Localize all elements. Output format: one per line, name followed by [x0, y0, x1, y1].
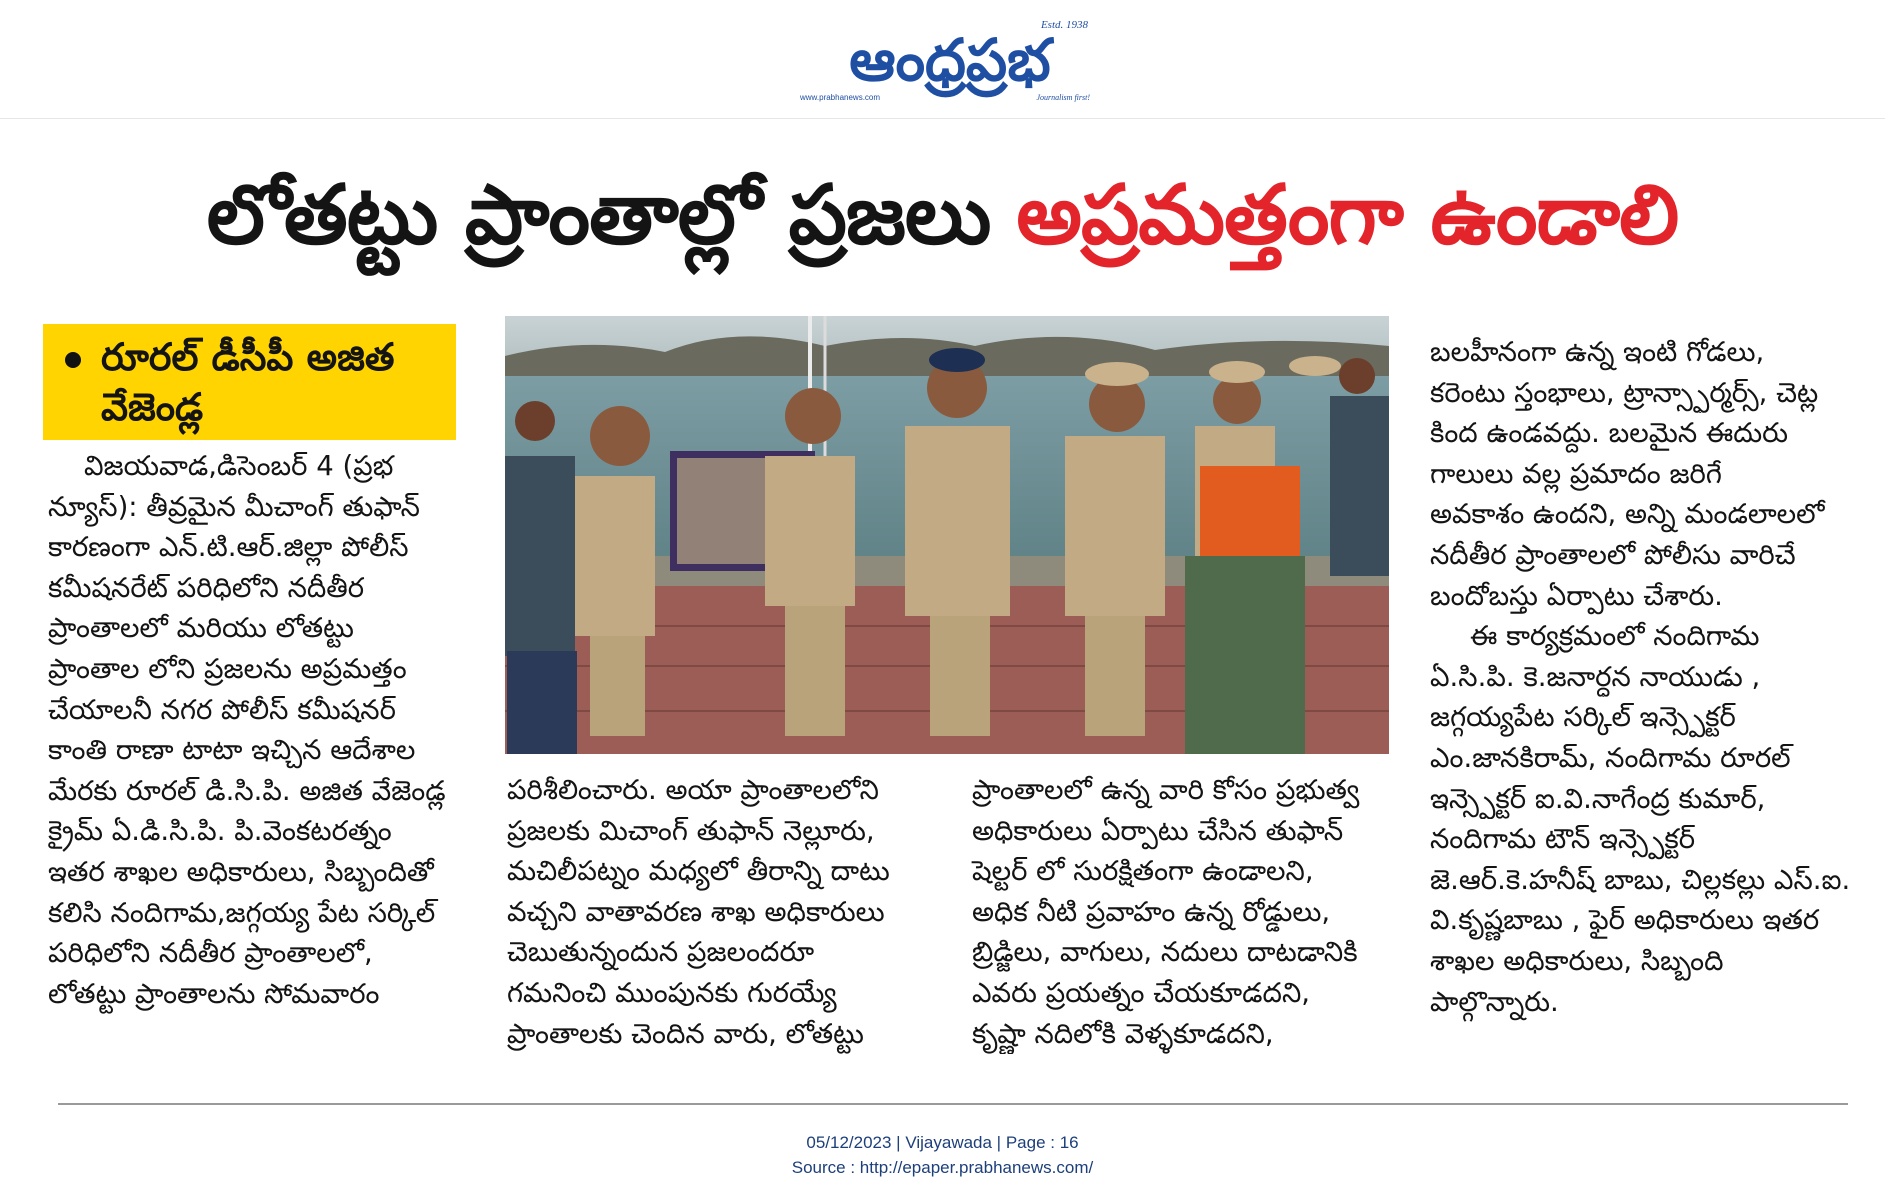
text-line: శాఖల అధికారులు, సిబ్బంది [1430, 944, 1724, 977]
text-line: చెబుతున్నందున ప్రజలందరూ [507, 936, 815, 969]
footer [0, 1130, 1885, 1180]
text-line: షెల్టర్ లో సురక్షితంగా ఉండాలని, [972, 855, 1314, 888]
highlight-box [43, 324, 456, 440]
text-line: అధిక నీటి ప్రవాహం ఉన్న రోడ్డులు, [972, 895, 1331, 928]
text-line: నదీతీర ప్రాంతాలలో పోలీసు వారిచే [1430, 538, 1796, 571]
article-column-3 [970, 770, 1410, 1054]
text-line: వచ్చని వాతావరణ శాఖ అధికారులు [507, 895, 885, 928]
article-column-1 [48, 446, 468, 1014]
text-line: బ్రిడ్జిలు, వాగులు, నదులు దాటడానికి [972, 936, 1358, 969]
headline-red-part: అప్రమత్తంగా ఉండాలి [1016, 167, 1679, 263]
text-line: ఇన్స్పెక్టర్ ఐ.వి.నాగేంద్ర కుమార్, [1430, 782, 1766, 815]
text-line: కాంతి రాణా టాటా ఇచ్చిన ఆదేశాల [48, 734, 416, 767]
text-line: అధికారులు ఏర్పాటు చేసిన తుఫాన్ [972, 814, 1344, 847]
article-column-4 [1430, 332, 1850, 1022]
text-line: బలహీనంగా ఉన్న ఇంటి గోడలు, [1430, 336, 1765, 368]
text-line: చేయాలనీ నగర పోలీస్ కమీషనర్ [48, 693, 396, 726]
text-line: ప్రజలకు మిచాంగ్ తుఫాన్ నెల్లూరు, [507, 814, 875, 847]
bullet-icon [65, 352, 81, 368]
text-line: ఏ.సి.పి. కె.జనార్ధన నాయుడు , [1430, 660, 1761, 693]
headline [40, 150, 1845, 300]
text-line: పరిధిలోని నదీతీర ప్రాంతాలలో, [48, 937, 373, 970]
text-line: బందోబస్తు ఏర్పాటు చేశారు. [1430, 579, 1723, 612]
text-line: నందిగామ టౌన్ ఇన్స్పెక్టర్ [1430, 823, 1696, 856]
text-line: గాలులు వల్ల ప్రమాదం జరిగే [1430, 457, 1722, 490]
text-line: కరెంటు స్తంభాలు, ట్రాన్స్ఫార్మర్స్, చెట్ల [1430, 376, 1819, 409]
text-line: జగ్గయ్యపేట సర్కిల్ ఇన్స్పెక్టర్ [1430, 701, 1736, 734]
text-line: కమీషనరేట్ పరిధిలోని నదీతీర [48, 571, 365, 604]
text-line: పరిశీలించారు. అయా ప్రాంతాలలోని [507, 774, 879, 806]
bottom-divider [58, 1103, 1848, 1105]
text-line: ఈ కార్యక్రమంలో నందిగామ [1470, 620, 1760, 653]
top-divider [0, 118, 1885, 119]
text-line: ప్రాంతాలలో ఉన్న వారి కోసం ప్రభుత్వ [972, 774, 1360, 806]
text-line: న్యూస్): తీవ్రమైన మీచాంగ్ తుఫాన్ [48, 490, 420, 523]
text-line: వి.కృష్ణబాబు , ఫైర్ అధికారులు ఇతర [1430, 904, 1820, 937]
text-line: గమనించి ముంపునకు గురయ్యే [507, 976, 837, 1009]
logo-text: ఆంధ్రప్రభ [849, 26, 1051, 94]
text-line: కృష్ణా నదిలోకి వెళ్ళకూడదని, [972, 1017, 1274, 1050]
text-line: అవకాశం ఉందని, అన్ని మండలాలలో [1430, 498, 1825, 531]
text-line: ఇతర శాఖల అధికారులు, సిబ్బందితో [48, 855, 434, 888]
text-line: లోతట్టు ప్రాంతాలను సోమవారం [48, 977, 380, 1010]
footer-source-link[interactable]: Source : http://epaper.prabhanews.com/ [791, 1158, 1094, 1177]
text-line: క్రైమ్ ఏ.డి.సి.పి. పి.వెంకటరత్నం [48, 815, 392, 848]
text-line: ఎవరు ప్రయత్నం చేయకూడదని, [972, 976, 1310, 1009]
text-line: ప్రాంతాలకు చెందిన వారు, లోతట్టు [507, 1017, 864, 1050]
text-line: కారణంగా ఎన్.టి.ఆర్.జిల్లా పోలీస్ [48, 531, 409, 564]
text-line: పాల్గొన్నారు. [1430, 985, 1559, 1018]
text-line: మచిలీపట్నం మధ్యలో తీరాన్ని దాటు [507, 855, 890, 888]
estd-label: Estd. 1938 [1040, 19, 1088, 31]
text-line: జె.ఆర్.కె.హనీష్ బాబు, చిల్లకల్లు ఎస్.ఐ. [1430, 863, 1850, 896]
footer-date-line: 05/12/2023 | Vijayawada | Page : 16 [806, 1133, 1079, 1152]
website-label: www.prabhanews.com [800, 93, 881, 102]
highlight-text [101, 332, 394, 432]
text-line: మేరకు రూరల్ డి.సి.పి. అజిత వేజెండ్ల [48, 774, 446, 807]
text-line: ఎం.జానకిరామ్, నందిగామ రూరల్ [1430, 741, 1791, 774]
highlight-line: వేజెండ్ల [101, 385, 204, 429]
text-line: కలిసి నందిగామ,జగ్గయ్య పేట సర్కిల్ [48, 896, 436, 929]
masthead-logo [790, 14, 1110, 106]
highlight-line: రూరల్ డీసీపీ అజిత [101, 335, 395, 379]
text-line: ప్రాంతాల లోని ప్రజలను అప్రమత్తం [48, 652, 407, 685]
text-line: కింద ఉండవద్దు. బలమైన ఈదురు [1430, 417, 1789, 450]
news-photo [505, 316, 1389, 754]
text-line: ప్రాంతాలలో మరియు లోతట్టు [48, 612, 354, 645]
tagline-label: Journalism first! [1036, 93, 1090, 102]
article-column-2 [505, 770, 935, 1054]
text-line: విజయవాడ,డిసెంబర్ 4 (ప్రభ [84, 450, 394, 482]
headline-black-part: లోతట్టు ప్రాంతాల్లో ప్రజలు [206, 167, 991, 263]
